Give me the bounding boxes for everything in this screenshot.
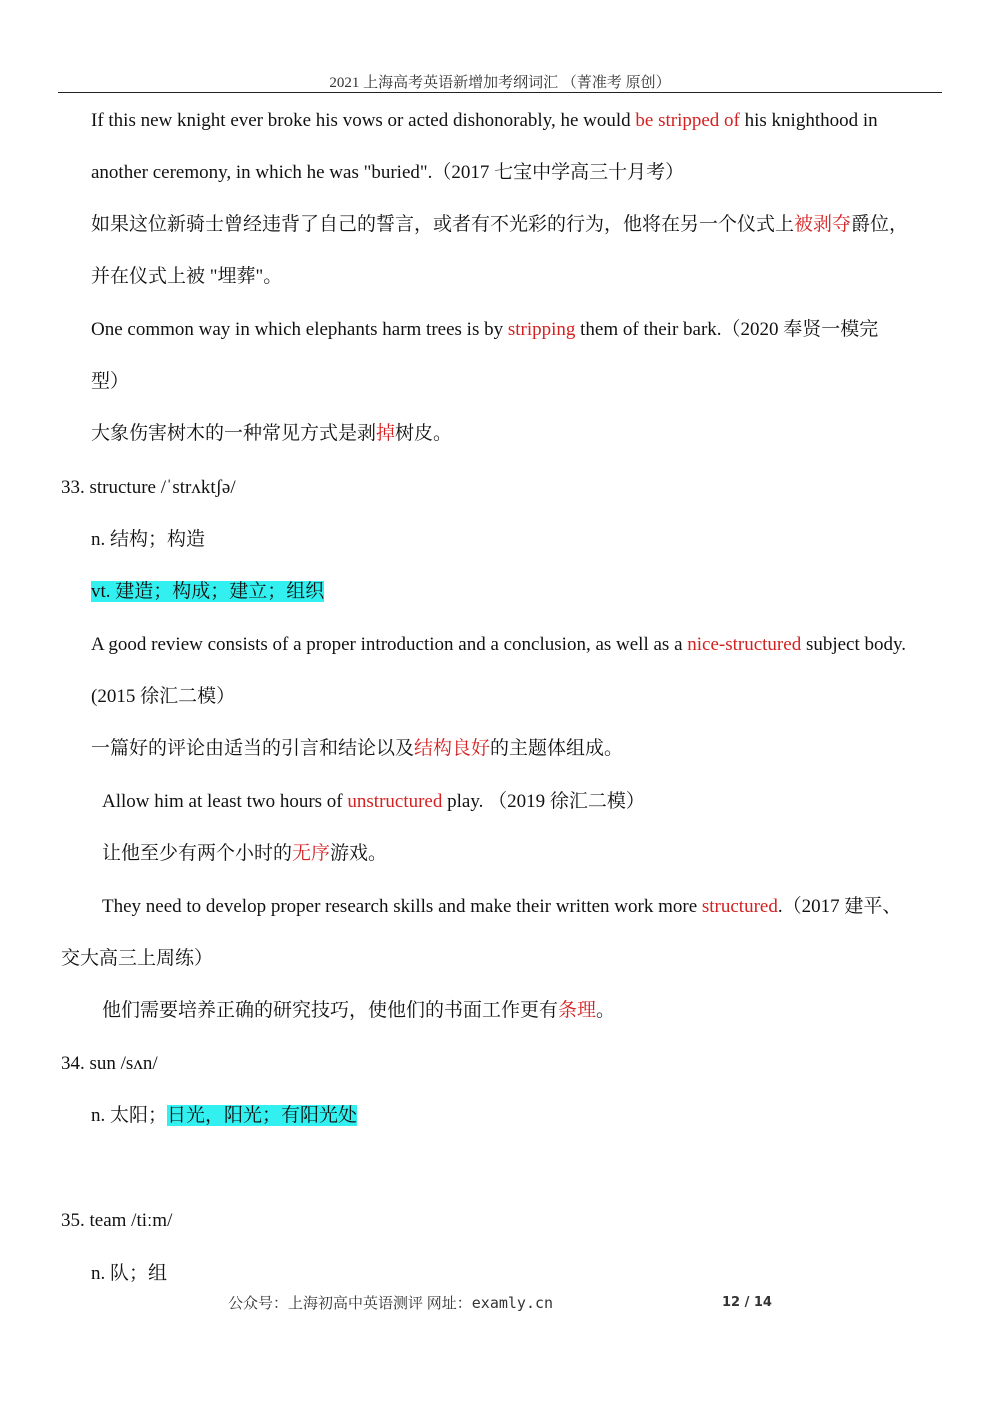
page-header: 2021 上海高考英语新增加考纲词汇 （菁准考 原创） [329,75,671,91]
chinese-translation-knight-cont: 并在仪式上被 "埋葬"。 [91,266,283,287]
emphasis-text: nice-structured [687,634,802,655]
english-example-review-cont: (2015 徐汇二模） [91,686,236,707]
text: subject body. [801,634,907,655]
text: They need to develop proper research skills and make their written work more [102,896,702,917]
definition-noun: n. 结构；构造 [91,529,206,550]
text: A good review consists of a proper introduction and a conclusion, as well as a [91,634,688,655]
text: 游戏。 [330,843,388,864]
text: them of their bark.（2020 奉贤一模完 [575,319,879,340]
english-example-research [102,895,901,919]
text: 让他至少有两个小时的 [102,843,293,864]
page-footer [228,1292,553,1313]
text: 。 [596,1000,616,1021]
text: .（2017 建平、 [777,896,902,917]
word-entry-team: 35. team /tiːm/ [61,1210,173,1231]
text: 爵位， [851,214,909,235]
text: 的主题体组成。 [490,738,624,759]
highlighted-definition: vt. 建造；构成；建立；组织 [91,581,325,602]
chinese-translation-review [91,737,623,761]
emphasis-text: 掉 [376,423,396,444]
english-example-knight [91,109,878,133]
text: One common way in which elephants harm trees is by [91,319,508,340]
definition-sun [91,1104,357,1128]
emphasis-text: 被剥夺 [794,214,852,235]
english-example-elephants-cont: 型） [91,371,130,392]
word-entry-structure: 33. structure /ˈstrʌktʃə/ [61,477,236,498]
emphasis-text: be stripped of [635,110,740,131]
highlighted-definition: 日光，阳光；有阳光处 [167,1105,358,1126]
english-example-knight-cont: another ceremony, in which he was "buried".（2017 七宝中学高三十月考） [91,162,685,183]
emphasis-text: 无序 [292,843,331,864]
english-example-elephants [91,318,878,342]
word-entry-sun: 34. sun /sʌn/ [61,1053,158,1074]
text: Allow him at least two hours of [102,791,348,812]
text: 一篇好的评论由适当的引言和结论以及 [91,738,415,759]
emphasis-text: structured [701,896,778,917]
chinese-translation-play [102,842,387,866]
text: 如果这位新骑士曾经违背了自己的誓言，或者有不光彩的行为，他将在另一个仪式上 [91,214,795,235]
header-divider [58,92,942,93]
text: 大象伤害树木的一种常见方式是剥 [91,423,377,444]
definition-verb [91,580,324,604]
chinese-translation-elephants [91,422,452,446]
emphasis-text: 条理 [558,1000,597,1021]
text: 树皮。 [395,423,453,444]
emphasis-text: 结构良好 [414,738,491,759]
english-example-research-cont: 交大高三上周练） [61,948,214,969]
footer-account: 公众号：上海初高中英语测评 网址： [228,1296,472,1312]
definition-team: n. 队；组 [91,1263,168,1284]
emphasis-text: stripping [507,319,576,340]
text: his knighthood in [739,110,878,131]
footer-url[interactable]: examly.cn [471,1294,554,1312]
text: If this new knight ever broke his vows or acted dishonorably, he would [91,110,636,131]
text: play. （2019 徐汇二模） [442,791,645,812]
chinese-translation-research [102,999,615,1023]
chinese-translation-knight [91,213,908,237]
text: n. 太阳； [91,1105,168,1126]
page-number: 12 / 14 [722,1295,772,1310]
english-example-play [102,790,645,814]
text: 他们需要培养正确的研究技巧，使他们的书面工作更有 [102,1000,559,1021]
emphasis-text: unstructured [347,791,443,812]
english-example-review [91,633,906,657]
